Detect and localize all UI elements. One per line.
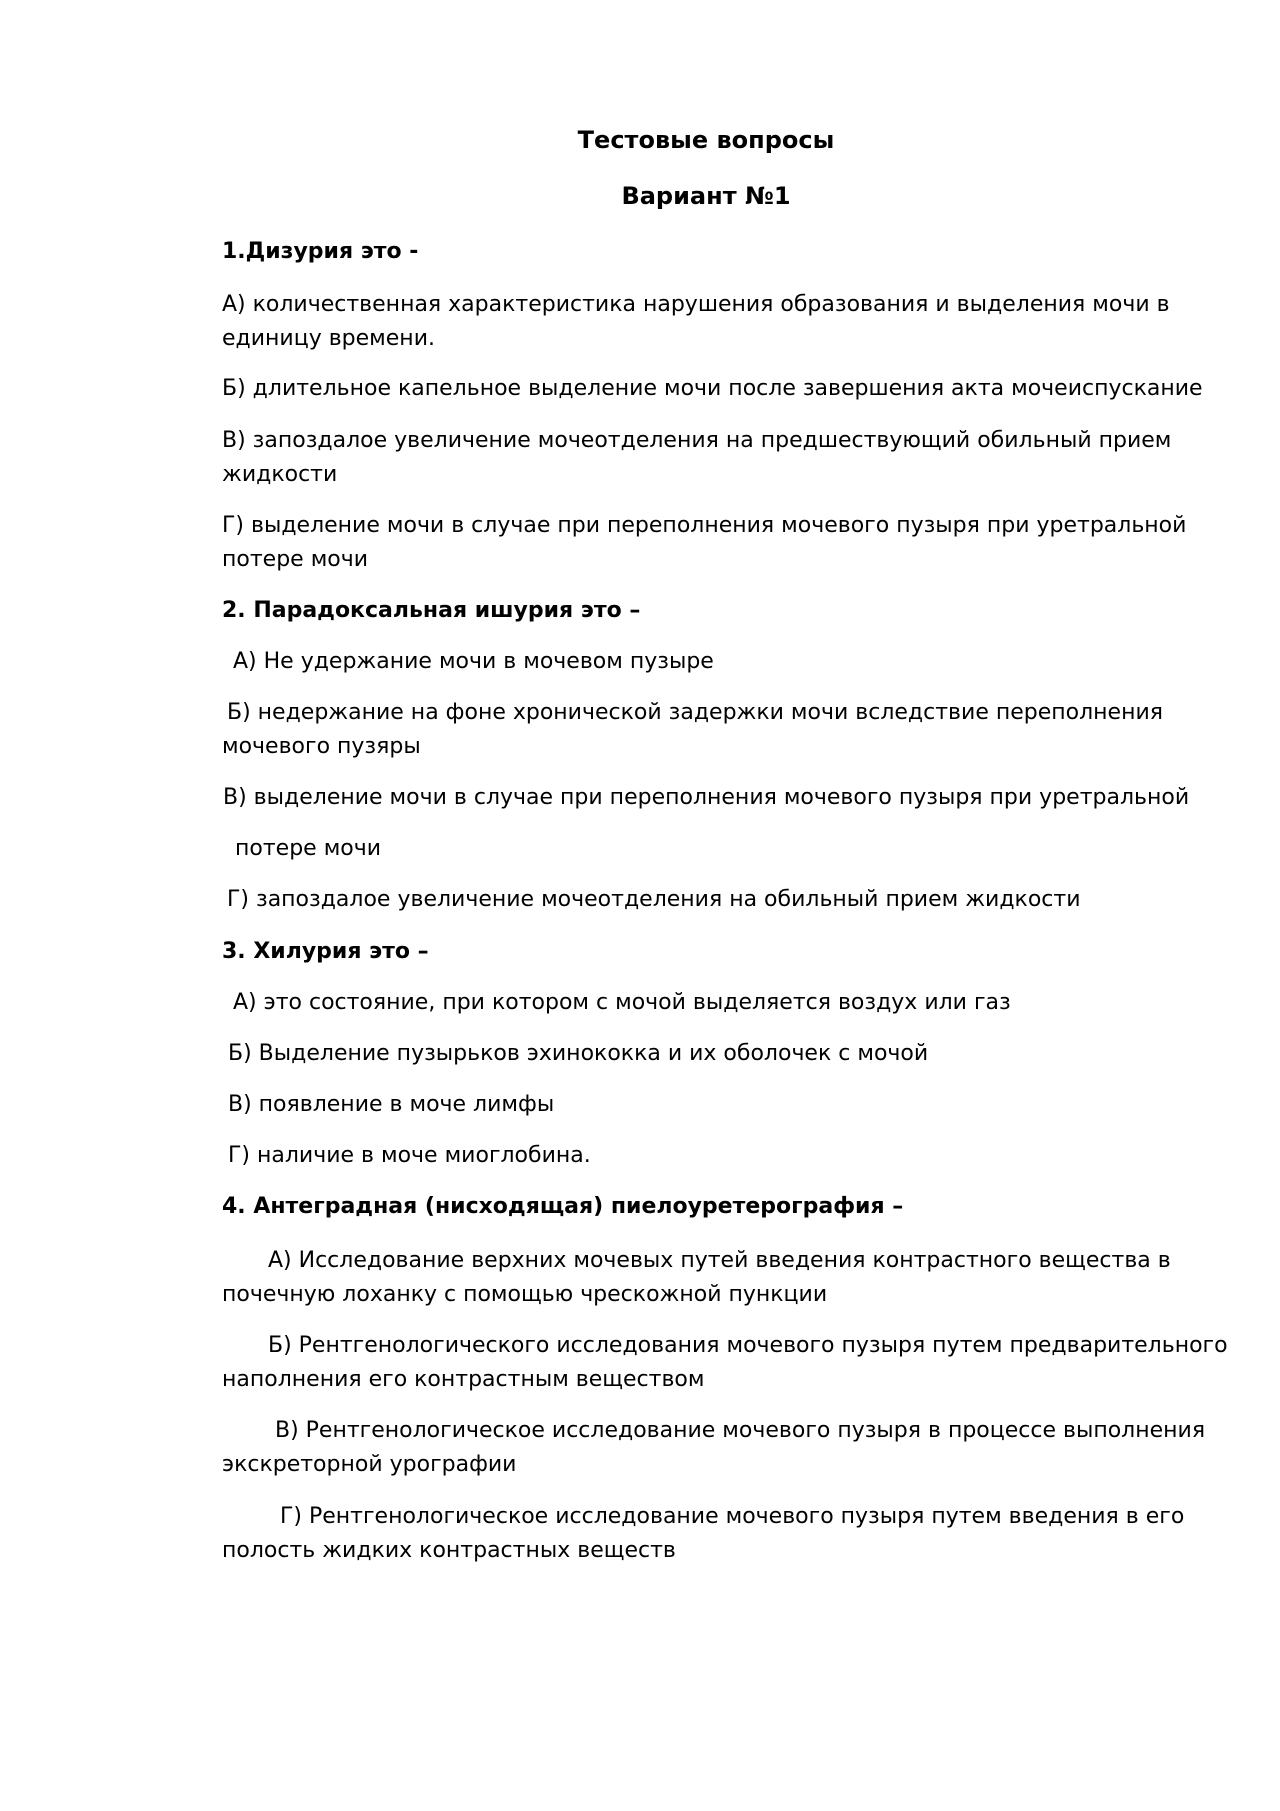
question-4-option-b-cont: наполнения его контрастным веществом	[222, 1367, 705, 1392]
question-4-option-a-cont: почечную лоханку с помощью чрескожной пункции	[222, 1282, 828, 1307]
question-2-option-d: Г) запоздалое увеличение мочеотделения на обильный прием жидкости	[227, 887, 1081, 912]
question-1-option-d-cont: потере мочи	[222, 547, 369, 572]
question-1-option-a-cont: единицу времени.	[222, 326, 435, 351]
question-2-heading: 2. Парадоксальная ишурия это –	[222, 598, 641, 623]
question-2-option-a: А) Не удержание мочи в мочевом пузыре	[233, 649, 714, 674]
question-4-heading: 4. Антеградная (нисходящая) пиелоуретерография –	[222, 1194, 904, 1219]
question-2-option-c: В) выделение мочи в случае при переполнения мочевого пузыря при уретральной	[223, 785, 1190, 810]
question-1-option-a: А) количественная характеристика нарушения образования и выделения мочи в	[222, 292, 1170, 317]
question-3-option-d: Г) наличие в моче миоглобина.	[228, 1143, 591, 1168]
question-4-option-c: В) Рентгенологическое исследование мочевого пузыря в процессе выполнения	[275, 1418, 1206, 1443]
question-1-option-c: В) запоздалое увеличение мочеотделения на предшествующий обильный прием	[222, 428, 1172, 453]
question-4-option-d: Г) Рентгенологическое исследование мочевого пузыря путем введения в его	[280, 1504, 1185, 1529]
question-1-option-b: Б) длительное капельное выделение мочи после завершения акта мочеиспускание	[222, 376, 1203, 401]
question-1-heading: 1.Дизурия это -	[222, 239, 419, 264]
question-3-option-a: А) это состояние, при котором с мочой выделяется воздух или газ	[233, 990, 1011, 1015]
question-4-option-d-cont: полость жидких контрастных веществ	[222, 1538, 676, 1563]
question-3-heading: 3. Хилурия это –	[222, 939, 429, 964]
question-2-option-b: Б) недержание на фоне хронической задержки мочи вследствие переполнения	[227, 700, 1164, 725]
question-4-option-c-cont: экскреторной урографии	[222, 1452, 517, 1477]
question-3-option-c: В) появление в моче лимфы	[228, 1092, 555, 1117]
question-2-option-c-cont: потере мочи	[235, 836, 382, 861]
question-4-option-a: А) Исследование верхних мочевых путей введения контрастного вещества в	[268, 1248, 1171, 1273]
question-1-option-c-cont: жидкости	[222, 462, 338, 487]
question-1-option-d: Г) выделение мочи в случае при переполнения мочевого пузыря при уретральной	[222, 513, 1187, 538]
question-3-option-b: Б) Выделение пузырьков эхинококка и их оболочек с мочой	[228, 1041, 929, 1066]
question-2-option-b-cont: мочевого пузяры	[222, 734, 421, 759]
page-title: Тестовые вопросы	[577, 126, 835, 154]
variant-title: Вариант №1	[621, 182, 791, 210]
question-4-option-b: Б) Рентгенологического исследования мочевого пузыря путем предварительного	[268, 1333, 1228, 1358]
